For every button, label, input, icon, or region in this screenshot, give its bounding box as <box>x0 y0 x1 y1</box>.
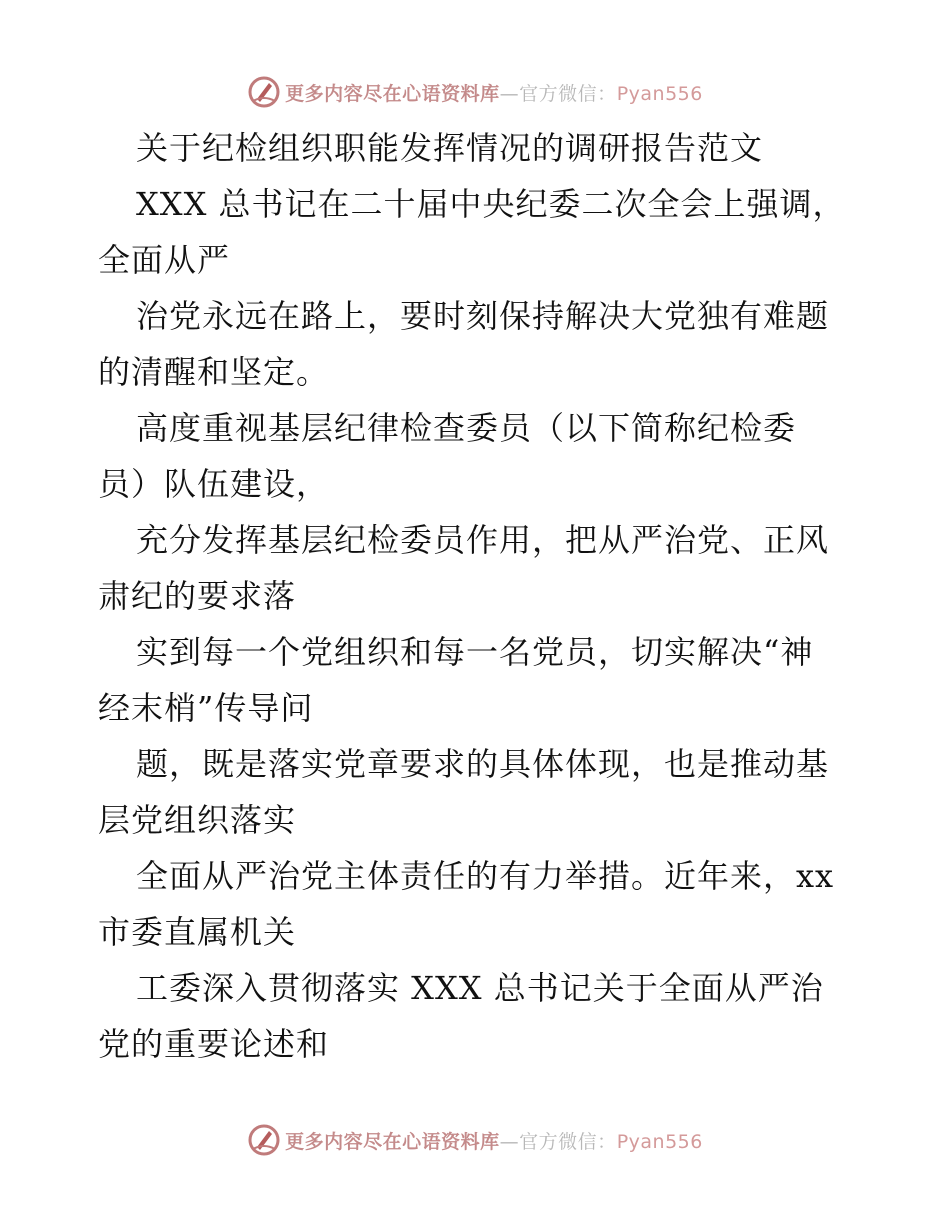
banner-text <box>285 79 703 106</box>
banner-wechat-id: Pyan556 <box>616 1130 703 1153</box>
header-watermark-banner <box>0 72 950 112</box>
brand-logo-icon <box>247 75 281 109</box>
banner-dash: — <box>499 1130 520 1153</box>
document-body <box>98 120 858 1072</box>
banner-text <box>285 1127 703 1154</box>
paragraph-line: 党的重要论述和 <box>98 1025 330 1063</box>
footer-watermark-banner <box>0 1120 950 1160</box>
paragraph-line: 实到每一个党组织和每一名党员，切实解决“神 <box>136 633 814 671</box>
paragraph-line: 充分发挥基层纪检委员作用，把从严治党、正风 <box>136 521 830 559</box>
paragraph-line: 员）队伍建设， <box>98 465 330 503</box>
paragraph-line: 全面从严治党主体责任的有力举措。近年来，xx <box>136 857 835 895</box>
paragraph-line: 治党永远在路上，要时刻保持解决大党独有难题 <box>136 297 830 335</box>
paragraph-line: 全面从严 <box>98 241 231 279</box>
banner-lead-text: 更多内容尽在心语资料库 <box>285 82 500 105</box>
paragraph-line: 肃纪的要求落 <box>98 577 297 615</box>
banner-dash: — <box>499 82 520 105</box>
brand-logo-icon <box>247 1123 281 1157</box>
document-title: 关于纪检组织职能发挥情况的调研报告范文 <box>136 129 764 167</box>
paragraph-line: 工委深入贯彻落实 XXX 总书记关于全面从严治 <box>136 969 824 1007</box>
paragraph-line: 市委直属机关 <box>98 913 297 951</box>
banner-wechat-id: Pyan556 <box>616 82 703 105</box>
banner-wechat-label: 官方微信： <box>519 1130 617 1153</box>
banner-wechat-label: 官方微信： <box>519 82 617 105</box>
banner-lead-text: 更多内容尽在心语资料库 <box>285 1130 500 1153</box>
paragraph-line: 题，既是落实党章要求的具体体现，也是推动基 <box>136 745 830 783</box>
paragraph-line: XXX 总书记在二十届中央纪委二次全会上强调， <box>136 185 846 223</box>
paragraph-line: 层党组织落实 <box>98 801 297 839</box>
paragraph-line: 经末梢”传导问 <box>98 689 314 727</box>
paragraph-line: 高度重视基层纪律检查委员（以下简称纪检委 <box>136 409 797 447</box>
paragraph-line: 的清醒和坚定。 <box>98 353 330 391</box>
